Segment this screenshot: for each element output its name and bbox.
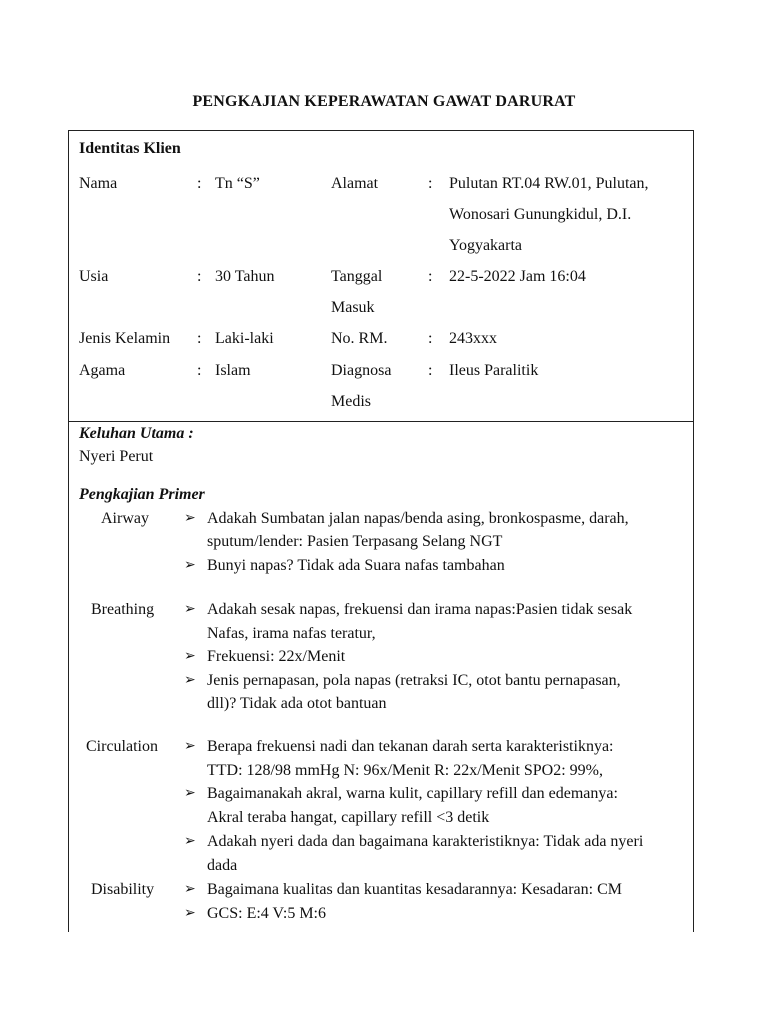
- arrow-bullet-icon: ➢: [184, 602, 196, 617]
- tanggal-value: 22-5-2022 Jam 16:04: [449, 268, 586, 285]
- colon: :: [197, 175, 202, 192]
- disability-line: Bagaimana kualitas dan kuantitas kesadarannya: Kesadaran: CM: [207, 881, 622, 898]
- arrow-bullet-icon: ➢: [184, 739, 196, 754]
- circulation-line: Adakah nyeri dada dan bagaimana karakteristiknya: Tidak ada nyeri: [207, 833, 644, 850]
- keluhan-value: Nyeri Perut: [79, 448, 154, 465]
- diagnosa-label: Diagnosa: [331, 362, 392, 379]
- alamat-line: Pulutan RT.04 RW.01, Pulutan,: [449, 175, 649, 192]
- arrow-bullet-icon: ➢: [184, 673, 196, 688]
- arrow-bullet-icon: ➢: [184, 906, 196, 921]
- section-divider: [68, 421, 694, 422]
- circulation-label: Circulation: [86, 738, 158, 755]
- breathing-label: Breathing: [91, 601, 155, 618]
- identity-heading: Identitas Klien: [79, 140, 181, 157]
- circulation-line: Bagaimanakah akral, warna kulit, capillary refill dan edemanya:: [207, 785, 618, 802]
- primer-heading: Pengkajian Primer: [79, 486, 205, 503]
- circulation-line: TTD: 128/98 mmHg N: 96x/Menit R: 22x/Menit SPO2: 99%,: [207, 762, 604, 779]
- page-title: PENGKAJIAN KEPERAWATAN GAWAT DARURAT: [192, 93, 576, 110]
- keluhan-heading: Keluhan Utama :: [79, 425, 194, 442]
- colon: :: [197, 268, 202, 285]
- colon: :: [197, 330, 202, 347]
- airway-line: Bunyi napas? Tidak ada Suara nafas tambahan: [207, 557, 505, 574]
- disability-label: Disability: [91, 881, 155, 898]
- breathing-line: Nafas, irama nafas teratur,: [207, 625, 376, 642]
- arrow-bullet-icon: ➢: [184, 649, 196, 664]
- airway-line: sputum/lender: Pasien Terpasang Selang NGT: [207, 533, 503, 550]
- agama-label: Agama: [79, 362, 126, 379]
- colon: :: [428, 268, 433, 285]
- tanggal-label: Tanggal: [331, 268, 383, 285]
- colon: :: [428, 330, 433, 347]
- alamat-line: Yogyakarta: [449, 237, 523, 254]
- rm-label: No. RM.: [331, 330, 388, 347]
- arrow-bullet-icon: ➢: [184, 786, 196, 801]
- usia-value: 30 Tahun: [215, 268, 275, 285]
- breathing-line: Jenis pernapasan, pola napas (retraksi IC, otot bantu pernapasan,: [207, 672, 621, 689]
- airway-line: Adakah Sumbatan jalan napas/benda asing, bronkospasme, darah,: [207, 510, 629, 527]
- circulation-line: dada: [207, 857, 238, 874]
- colon: :: [197, 362, 202, 379]
- jk-value: Laki-laki: [215, 330, 274, 347]
- arrow-bullet-icon: ➢: [184, 558, 196, 573]
- jk-label: Jenis Kelamin: [79, 330, 171, 347]
- diagnosa-label: Medis: [331, 393, 371, 410]
- circulation-line: Berapa frekuensi nadi dan tekanan darah serta karakteristiknya:: [207, 738, 614, 755]
- breathing-line: dll)? Tidak ada otot bantuan: [207, 695, 387, 712]
- colon: :: [428, 175, 433, 192]
- arrow-bullet-icon: ➢: [184, 834, 196, 849]
- diagnosa-value: Ileus Paralitik: [449, 362, 539, 379]
- arrow-bullet-icon: ➢: [184, 511, 196, 526]
- circulation-line: Akral teraba hangat, capillary refill <3 detik: [207, 809, 490, 826]
- breathing-line: Adakah sesak napas, frekuensi dan irama napas:Pasien tidak sesak: [207, 601, 633, 618]
- arrow-bullet-icon: ➢: [184, 882, 196, 897]
- agama-value: Islam: [215, 362, 251, 379]
- tanggal-label: Masuk: [331, 299, 375, 316]
- disability-line: GCS: E:4 V:5 M:6: [207, 905, 326, 922]
- rm-value: 243xxx: [449, 330, 497, 347]
- breathing-line: Frekuensi: 22x/Menit: [207, 648, 346, 665]
- alamat-label: Alamat: [331, 175, 379, 192]
- usia-label: Usia: [79, 268, 109, 285]
- nama-value: Tn “S”: [215, 175, 260, 192]
- colon: :: [428, 362, 433, 379]
- nama-label: Nama: [79, 175, 118, 192]
- airway-label: Airway: [101, 510, 149, 527]
- alamat-line: Wonosari Gunungkidul, D.I.: [449, 206, 632, 223]
